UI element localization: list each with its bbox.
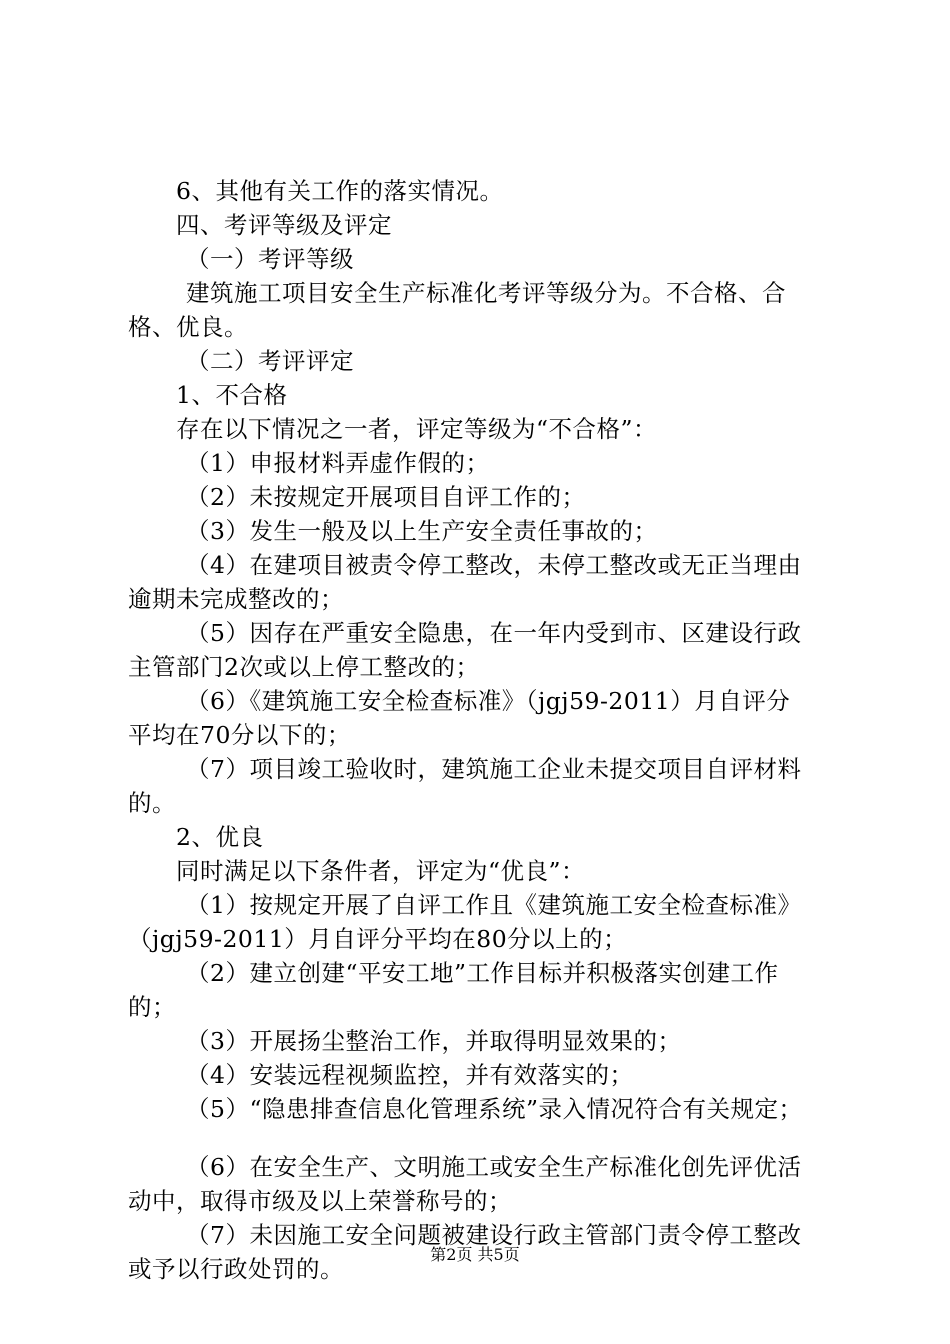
list-item-continuation: 逾期未完成整改的； xyxy=(128,585,344,613)
list-item: （5）因存在严重安全隐患，在一年内受到市、区建设行政 xyxy=(186,619,802,647)
item-heading: 2、优良 xyxy=(176,823,264,851)
section-heading: 四、考评等级及评定 xyxy=(176,211,392,239)
list-item: （2）建立创建“平安工地”工作目标并积极落实创建工作 xyxy=(186,959,779,987)
list-item: （3）开展扬尘整治工作，并取得明显效果的； xyxy=(186,1027,682,1055)
list-item: （4）在建项目被责令停工整改，未停工整改或无正当理由 xyxy=(186,551,802,579)
list-item-continuation: 的； xyxy=(128,993,176,1021)
list-item: （1）申报材料弄虚作假的； xyxy=(186,449,490,477)
list-item-continuation: 动中，取得市级及以上荣誉称号的； xyxy=(128,1187,512,1215)
subsection-heading: （一）考评等级 xyxy=(186,245,354,273)
list-item: （6）《建筑施工安全检查标准》（jgj59-2011）月自评分 xyxy=(186,687,791,715)
list-item: （3）发生一般及以上生产安全责任事故的； xyxy=(186,517,658,545)
subsection-heading: （二）考评评定 xyxy=(186,347,354,375)
list-item-continuation: 主管部门2次或以上停工整改的； xyxy=(128,653,480,681)
list-item: （4）安装远程视频监控，并有效落实的； xyxy=(186,1061,634,1089)
page-number-footer: 第2页 共5页 xyxy=(430,1245,520,1264)
blank-line xyxy=(128,1126,840,1150)
list-item: （7）未因施工安全问题被建设行政主管部门责令停工整改 xyxy=(186,1221,802,1249)
list-item-continuation: （jgj59-2011）月自评分平均在80分以上的； xyxy=(128,925,628,953)
list-item: （6）在安全生产、文明施工或安全生产标准化创先评优活 xyxy=(186,1153,802,1181)
list-item-continuation: 的。 xyxy=(128,789,176,817)
paragraph-line: 同时满足以下条件者，评定为“优良”： xyxy=(176,857,586,885)
list-item: （2）未按规定开展项目自评工作的； xyxy=(186,483,586,511)
paragraph-line: 存在以下情况之一者，评定等级为“不合格”： xyxy=(176,415,658,443)
list-item: （7）项目竣工验收时，建筑施工企业未提交项目自评材料 xyxy=(186,755,802,783)
list-item-continuation: 或予以行政处罚的。 xyxy=(128,1255,344,1283)
item-heading: 1、不合格 xyxy=(176,381,288,409)
list-item-continuation: 平均在70分以下的； xyxy=(128,721,351,749)
list-item: （5）“隐患排查信息化管理系统”录入情况符合有关规定； xyxy=(186,1095,803,1123)
paragraph-line: 建筑施工项目安全生产标准化考评等级分为。不合格、合 xyxy=(186,279,786,307)
document-body xyxy=(128,174,840,1286)
paragraph-line: 格、优良。 xyxy=(128,313,248,341)
list-item: （1）按规定开展了自评工作且《建筑施工安全检查标准》 xyxy=(186,891,802,919)
paragraph-line: 6、其他有关工作的落实情况。 xyxy=(176,177,504,205)
